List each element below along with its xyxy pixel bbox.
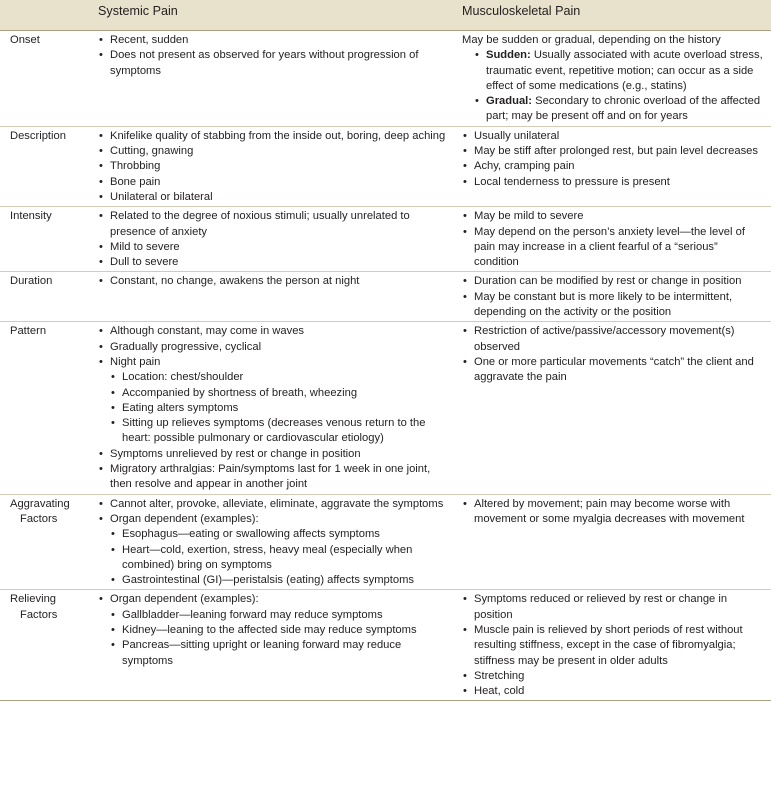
sub-list — [98, 608, 450, 669]
header-musculoskeletal: Musculoskeletal Pain — [456, 0, 771, 31]
list-item: • Restriction of active/passive/accessory movement(s) observed — [462, 324, 765, 355]
list-item: • May be stiff after prolonged rest, but pain level decreases — [462, 144, 765, 159]
list-item: • Muscle pain is relieved by short periods of rest without resulting stiffness, except in the case of fibromyalgia; stiffness may be present in older adults — [462, 623, 765, 669]
row-label: Aggravating Factors — [0, 494, 92, 590]
bullet-list — [462, 274, 765, 320]
list-item: • Gradual: Secondary to chronic overload of the affected part; may be present off and on for years — [474, 94, 765, 125]
list-item: • Although constant, may come in waves — [98, 324, 450, 339]
row-intensity — [0, 207, 771, 272]
row-label: Intensity — [0, 207, 92, 272]
list-item: • Symptoms unrelieved by rest or change in position — [98, 447, 450, 462]
bullet-list — [98, 209, 450, 270]
list-item: • Unilateral or bilateral — [98, 190, 450, 205]
list-item: • Throbbing — [98, 159, 450, 174]
row-label: Relieving Factors — [0, 590, 92, 701]
list-item: • Heat, cold — [462, 684, 765, 699]
bullet-list — [98, 447, 450, 493]
bullet-list — [98, 592, 450, 607]
header-systemic: Systemic Pain — [92, 0, 456, 31]
list-item: • Stretching — [462, 669, 765, 684]
bullet-list — [462, 129, 765, 190]
sub-list — [98, 370, 450, 446]
list-item: • Bone pain — [98, 175, 450, 190]
bullet-list — [462, 592, 765, 699]
list-item: • Gallbladder—leaning forward may reduce symptoms — [110, 608, 450, 623]
list-item: • Cannot alter, provoke, alleviate, eliminate, aggravate the symptoms — [98, 497, 450, 512]
systemic-cell — [92, 31, 456, 127]
bullet-list — [98, 33, 450, 79]
systemic-cell — [92, 272, 456, 322]
list-item: • Knifelike quality of stabbing from the inside out, boring, deep aching — [98, 129, 450, 144]
bullet-list — [98, 324, 450, 370]
list-item: • Cutting, gnawing — [98, 144, 450, 159]
list-item: • Accompanied by shortness of breath, wheezing — [110, 386, 450, 401]
bullet-list — [98, 497, 450, 528]
header-row — [0, 0, 771, 31]
row-aggravating-factors — [0, 494, 771, 590]
list-item: • Sitting up relieves symptoms (decreases venous return to the heart: possible pulmonary or cardiovascular etiology) — [110, 416, 450, 447]
musculoskeletal-cell — [456, 590, 771, 701]
list-item: • Gastrointestinal (GI)—peristalsis (eating) affects symptoms — [110, 573, 450, 588]
bullet-list — [462, 324, 765, 385]
list-item: • Night pain — [98, 355, 450, 370]
systemic-cell — [92, 126, 456, 206]
list-item: • Constant, no change, awakens the person at night — [98, 274, 450, 289]
list-item: • Usually unilateral — [462, 129, 765, 144]
row-description — [0, 126, 771, 206]
musculoskeletal-cell — [456, 322, 771, 494]
row-onset — [0, 31, 771, 127]
list-item: • Sudden: Usually associated with acute overload stress, traumatic event, repetitive motion; can occur as a side effect of some medications (e.g., statins) — [474, 48, 765, 94]
row-duration — [0, 272, 771, 322]
list-item: • Migratory arthralgias: Pain/symptoms last for 1 week in one joint, then resolve and appear in another joint — [98, 462, 450, 493]
list-item: • Organ dependent (examples): — [98, 512, 450, 527]
row-pattern — [0, 322, 771, 494]
list-item: • Related to the degree of noxious stimuli; usually unrelated to presence of anxiety — [98, 209, 450, 240]
list-item: • May be mild to severe — [462, 209, 765, 224]
list-item: • Kidney—leaning to the affected side may reduce symptoms — [110, 623, 450, 638]
list-item: • Symptoms reduced or relieved by rest or change in position — [462, 592, 765, 623]
list-item: • Dull to severe — [98, 255, 450, 270]
systemic-cell — [92, 322, 456, 494]
list-item: • May depend on the person’s anxiety level—the level of pain may increase in a client fearful of a “serious” condition — [462, 225, 765, 271]
list-item: • Does not present as observed for years without progression of symptoms — [98, 48, 450, 79]
bullet-list — [98, 274, 450, 289]
bullet-list — [98, 129, 450, 205]
musculoskeletal-cell — [456, 494, 771, 590]
bullet-list — [462, 209, 765, 270]
row-label: Duration — [0, 272, 92, 322]
musculoskeletal-cell — [456, 272, 771, 322]
list-item: • Recent, sudden — [98, 33, 450, 48]
list-item: • Location: chest/shoulder — [110, 370, 450, 385]
list-item: • Organ dependent (examples): — [98, 592, 450, 607]
bullet-list — [462, 497, 765, 528]
row-label: Pattern — [0, 322, 92, 494]
row-relieving-factors — [0, 590, 771, 701]
list-item: • Local tenderness to pressure is present — [462, 175, 765, 190]
list-item: • Heart—cold, exertion, stress, heavy meal (especially when combined) bring on symptoms — [110, 543, 450, 574]
list-item: • Esophagus—eating or swallowing affects symptoms — [110, 527, 450, 542]
systemic-cell — [92, 207, 456, 272]
header-blank — [0, 0, 92, 31]
systemic-cell — [92, 590, 456, 701]
list-item: • Pancreas—sitting upright or leaning forward may reduce symptoms — [110, 638, 450, 669]
list-item: • Achy, cramping pain — [462, 159, 765, 174]
musculoskeletal-cell — [456, 126, 771, 206]
row-label: Description — [0, 126, 92, 206]
sub-list — [462, 48, 765, 124]
list-item: • Duration can be modified by rest or change in position — [462, 274, 765, 289]
systemic-cell — [92, 494, 456, 590]
row-label: Onset — [0, 31, 92, 127]
cell-intro: May be sudden or gradual, depending on the history — [462, 34, 721, 46]
list-item: • Gradually progressive, cyclical — [98, 340, 450, 355]
list-item: • Eating alters symptoms — [110, 401, 450, 416]
musculoskeletal-cell — [456, 31, 771, 127]
list-item: • May be constant but is more likely to be intermittent, depending on the activity or the position — [462, 290, 765, 321]
musculoskeletal-cell — [456, 207, 771, 272]
list-item: • One or more particular movements “catch” the client and aggravate the pain — [462, 355, 765, 386]
list-item: • Altered by movement; pain may become worse with movement or some myalgia decreases with movement — [462, 497, 765, 528]
list-item: • Mild to severe — [98, 240, 450, 255]
sub-list — [98, 527, 450, 588]
